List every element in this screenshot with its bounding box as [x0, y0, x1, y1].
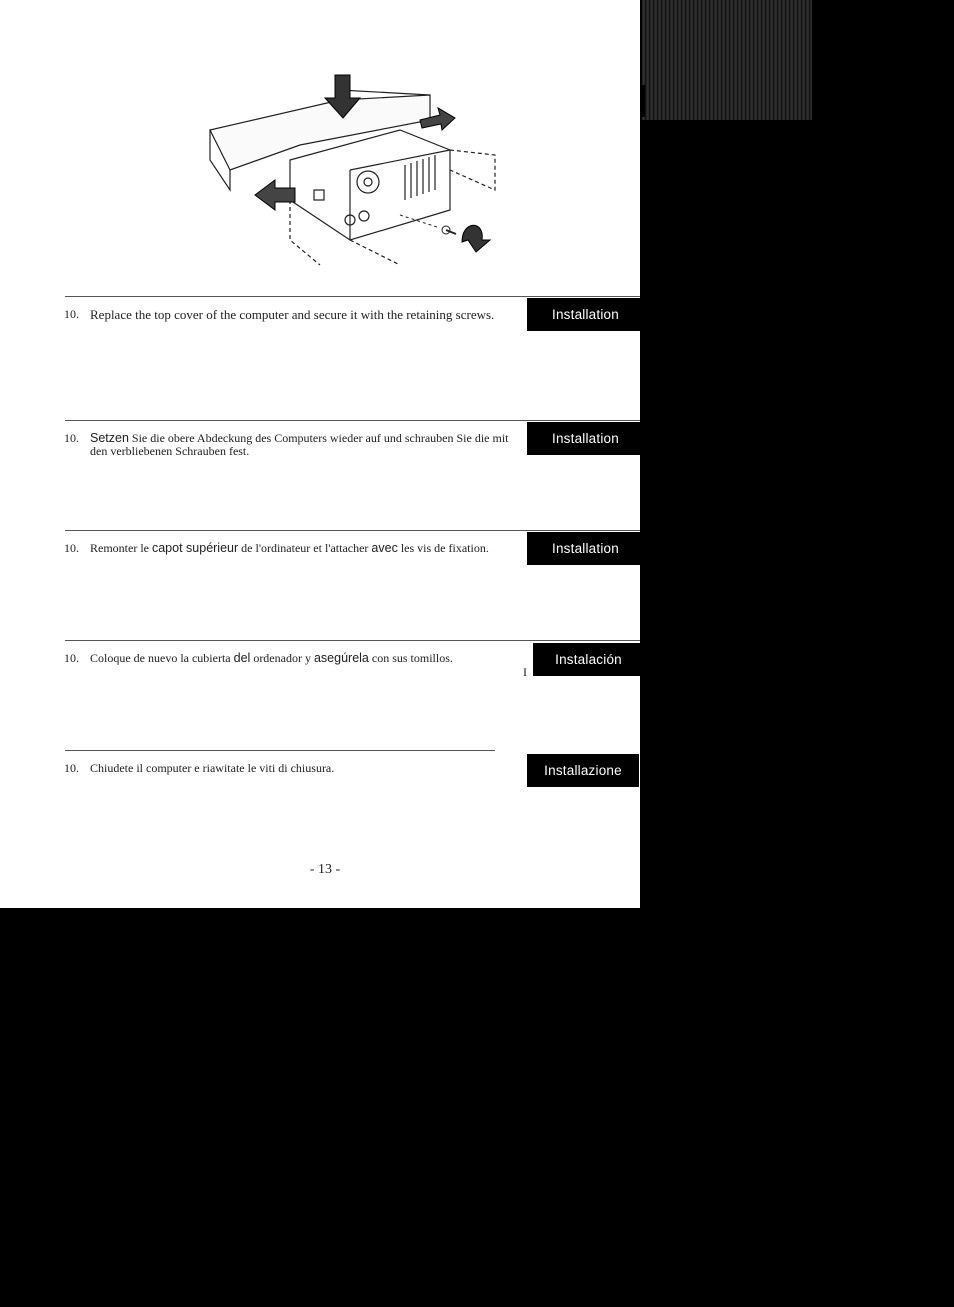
installation-tab-french: Installation — [527, 532, 644, 565]
left-arrow-icon — [255, 180, 295, 210]
installation-tab-german: Installation — [527, 422, 644, 455]
step-lead-word: Setzen — [90, 431, 129, 445]
installation-tab-english: Installation — [527, 298, 644, 331]
step-text: Chiudete il computer e riawitate le viti di chiusura. — [90, 761, 335, 775]
stray-mark: I — [523, 665, 527, 679]
step-number: 10. — [64, 761, 79, 775]
screw-icon — [400, 215, 456, 234]
section-divider — [65, 296, 645, 297]
step-text — [90, 652, 510, 665]
installation-tab-italian: Installazione — [527, 754, 639, 787]
step-text — [90, 432, 510, 458]
scan-mark — [641, 85, 645, 117]
step-number: 10. — [64, 307, 79, 321]
step-number: 10. — [64, 651, 79, 665]
step-bold-b: avec — [371, 541, 398, 555]
step-text-c: les vis de fixation. — [400, 541, 489, 555]
section-divider — [65, 420, 645, 421]
step-number: 10. — [64, 431, 79, 445]
step-text — [90, 542, 510, 555]
step-bold-b: asegúrela — [313, 651, 369, 665]
scan-border-bottom — [0, 908, 954, 1307]
step-bold-a: del — [233, 651, 251, 665]
step-text-c: con sus tomillos. — [371, 651, 453, 665]
step-text-a: Coloque de nuevo la cubierta — [90, 651, 231, 665]
scan-border-right — [640, 0, 954, 908]
computer-cover-illustration — [200, 70, 500, 270]
step-text-b: de l'ordinateur et l'attacher — [241, 541, 369, 555]
step-text-b: ordenador y — [253, 651, 311, 665]
step-text: Replace the top cover of the computer and secure it with the retaining screws. — [90, 307, 495, 322]
page-number: - 13 - — [309, 862, 341, 877]
step-number: 10. — [64, 541, 79, 555]
curved-arrow-icon — [462, 225, 490, 252]
step-body: Sie die obere Abdeckung des Computers wieder auf und schrauben Sie die mit den verbliebenen Schrauben fest. — [90, 431, 509, 458]
installation-tab-spanish: Instalación — [533, 643, 644, 676]
manual-page — [0, 0, 648, 908]
scan-noise — [642, 0, 812, 120]
step-bold-a: capot supérieur — [151, 541, 239, 555]
section-divider — [65, 640, 645, 641]
section-divider — [65, 750, 495, 751]
step-text-a: Remonter le — [90, 541, 149, 555]
section-divider — [65, 530, 645, 531]
